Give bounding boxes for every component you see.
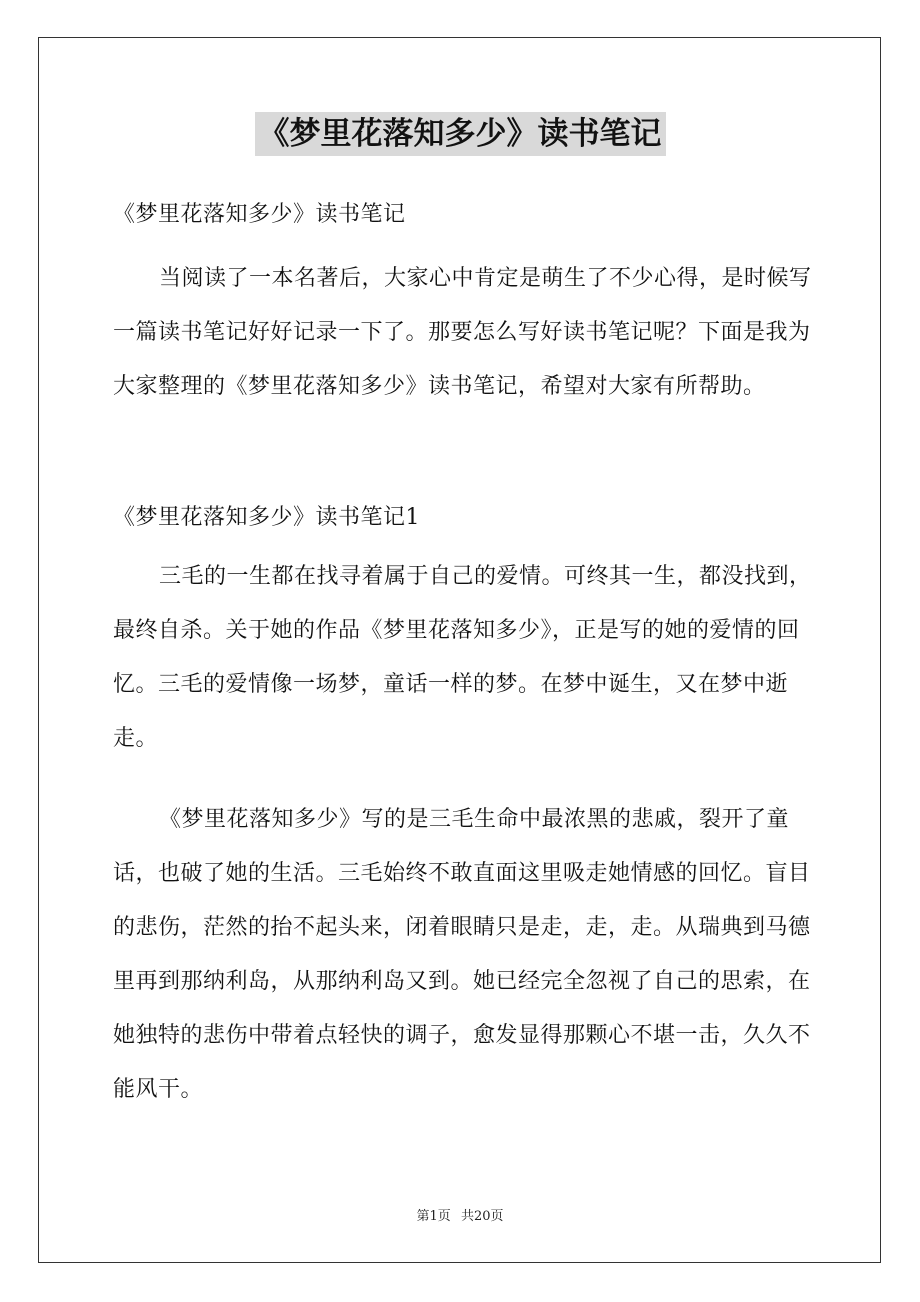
page-title: 《梦里花落知多少》读书笔记 — [255, 112, 666, 156]
intro-paragraph: 当阅读了一本名著后，大家心中肯定是萌生了不少心得，是时候写一篇读书笔记好好记录一下了。那要怎么写好读书笔记呢？下面是我为大家整理的《梦里花落知多少》读书笔记，希望对大家有所帮助。 — [113, 266, 812, 399]
title-container — [0, 112, 920, 156]
page-total: 共20页 — [460, 1209, 504, 1224]
section-heading: 《梦里花落知多少》读书笔记1 — [113, 505, 420, 530]
page-footer — [0, 1205, 920, 1224]
page-number: 第1页 — [416, 1209, 451, 1224]
subtitle: 《梦里花落知多少》读书笔记 — [113, 202, 406, 227]
body-paragraph-2: 《梦里花落知多少》写的是三毛生命中最浓黑的悲戚，裂开了童话，也破了她的生活。三毛始终不敢直面这里吸走她情感的回忆。盲目的悲伤，茫然的抬不起头来，闭着眼睛只是走，走，走。从瑞典到马德里再到那纳利岛，从那纳利岛又到。她已经完全忽视了自己的思索，在她独特的悲伤中带着点轻快的调子，愈发显得那颗心不堪一击，久久不能风干。 — [113, 807, 811, 1102]
body-paragraph-1: 三毛的一生都在找寻着属于自己的爱情。可终其一生，都没找到，最终自杀。关于她的作品《梦里花落知多少》，正是写的她的爱情的回忆。三毛的爱情像一场梦，童话一样的梦。在梦中诞生，又在梦中逝走。 — [113, 564, 812, 751]
